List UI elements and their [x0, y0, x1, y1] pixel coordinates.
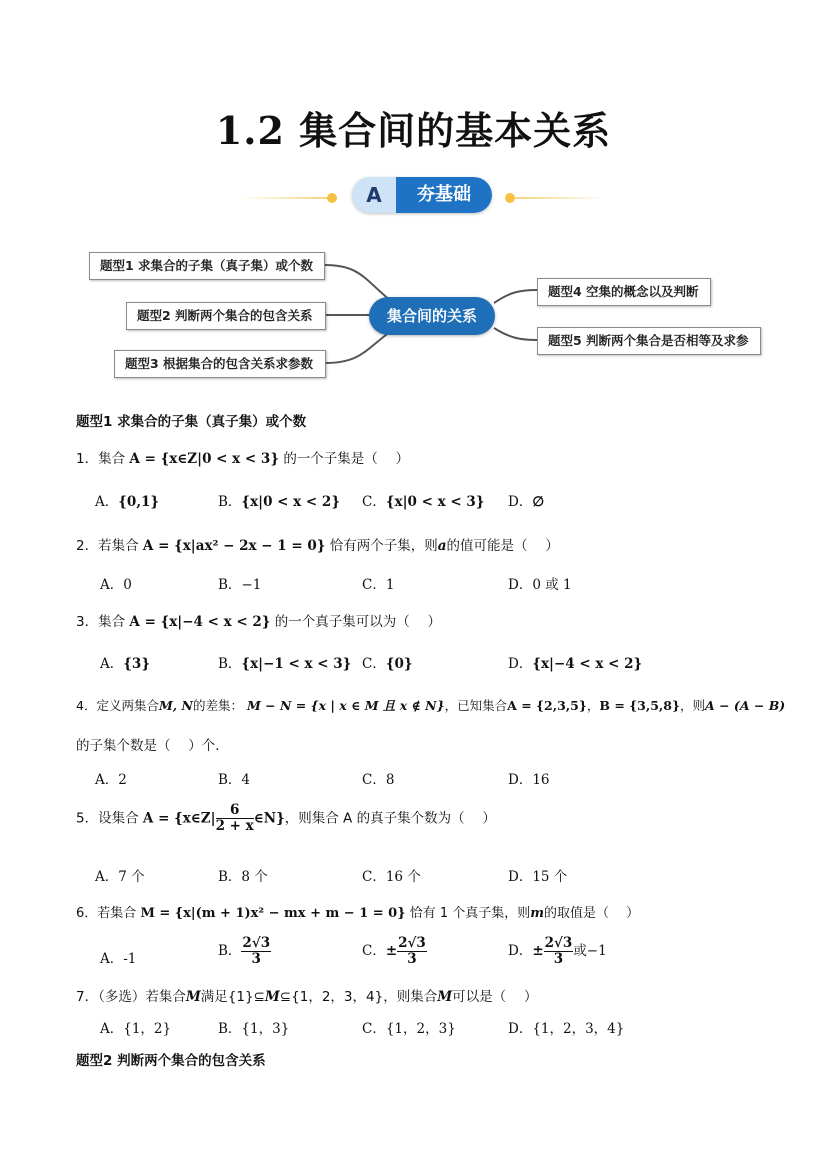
- q5-fraction: $\frac{6}{2 + x}$: [215, 802, 254, 834]
- q1-post: 的一个子集是（ ）: [283, 451, 410, 467]
- q7-option-c: C．{1，2，3}: [362, 1021, 456, 1037]
- mindmap-node-type1: 题型1 求集合的子集（真子集）或个数: [89, 252, 325, 280]
- q6-option-b: B． $\frac{2√3}{3}$: [218, 935, 271, 967]
- connector-4: [494, 290, 537, 303]
- q2-option-c: C．1: [362, 577, 395, 593]
- mindmap-node-type2: 题型2 判断两个集合的包含关系: [126, 302, 326, 330]
- section-heading-1: 题型1 求集合的子集（真子集）或个数: [76, 414, 307, 430]
- q7-option-a: A．{1，2}: [100, 1021, 172, 1037]
- q1-option-c: C．{x|0 < x < 3}: [362, 494, 485, 510]
- q4-option-d: D．16: [508, 772, 550, 788]
- q1-option-a: A．{0,1}: [95, 494, 160, 510]
- q1-pre: 集合: [98, 451, 126, 467]
- q6-option-a: A．-1: [100, 951, 137, 967]
- q5-option-a: A．7 个: [95, 869, 145, 885]
- q3-math: A = {x|−4 < x < 2}: [129, 614, 271, 630]
- q3-option-d: D．{x|−4 < x < 2}: [508, 656, 643, 672]
- q2-option-d: D．0 或 1: [508, 577, 572, 593]
- connector-5: [494, 328, 537, 340]
- q2-var: a: [437, 538, 447, 554]
- q6-option-c: C．± $\frac{2√3}{3}$: [362, 935, 426, 967]
- q7-option-d: D．{1，2，3，4}: [508, 1021, 625, 1037]
- q6-math: M = {x|(m + 1)x² − mx + m − 1 = 0}: [140, 906, 406, 921]
- q4-definition: M − N = {x | x ∈ M 且 x ∉ N}: [246, 698, 445, 713]
- question-6: 6．若集合 M = {x|(m + 1)x² − mx + m − 1 = 0} 恰有 1 个真子集，则m的取值是（ ）: [76, 906, 640, 921]
- q1-option-d: D．∅: [508, 494, 545, 510]
- connector-1: [325, 265, 390, 300]
- q1-number: 1．: [76, 451, 99, 467]
- badge-letter: A: [366, 183, 382, 207]
- q3-option-a: A．{3}: [100, 656, 151, 672]
- mindmap-node-type3: 题型3 根据集合的包含关系求参数: [114, 350, 326, 378]
- q5-option-b: B．8 个: [218, 869, 268, 885]
- q4-option-b: B．4: [218, 772, 251, 788]
- question-4-line2: 的子集个数是（ ）个．: [76, 738, 229, 754]
- mindmap-node-type4: 题型4 空集的概念以及判断: [537, 278, 711, 306]
- question-1: [76, 447, 409, 467]
- mindmap-node-type5: 题型5 判断两个集合是否相等及求参: [537, 327, 761, 355]
- q1-option-b: B．{x|0 < x < 2}: [218, 494, 341, 510]
- connector-3: [325, 332, 390, 363]
- question-3: 3．集合 A = {x|−4 < x < 2} 的一个真子集可以为（ ）: [76, 614, 442, 630]
- q4-option-c: C．8: [362, 772, 395, 788]
- q5-math-left: A = {x∈Z|: [142, 810, 216, 827]
- question-2: 2．若集合 A = {x|ax² − 2x − 1 = 0} 恰有两个子集，则a的值可能是（ ）: [76, 538, 559, 554]
- badge-text: 夯基础: [396, 177, 492, 213]
- q1-math: A = {x∈Z|0 < x < 3}: [129, 451, 280, 467]
- q2-option-b: B．−1: [218, 577, 262, 593]
- q4-option-a: A．2: [95, 772, 127, 788]
- q5-math-right: ∈N}: [253, 810, 285, 827]
- question-5: 5．设集合 A = {x∈Z| $\frac{6}{2 + x}$ ∈N}，则集合 A 的真子集个数为（ ）: [76, 802, 496, 834]
- q6-option-d: D．± $\frac{2√3}{3}$ 或−1: [508, 935, 607, 967]
- section-heading-2: 题型2 判断两个集合的包含关系: [76, 1053, 266, 1069]
- q2-math: A = {x|ax² − 2x − 1 = 0}: [142, 538, 326, 554]
- q2-option-a: A．0: [100, 577, 132, 593]
- q3-option-b: B．{x|−1 < x < 3}: [218, 656, 352, 672]
- mindmap-center: 集合间的关系: [369, 297, 495, 335]
- q5-option-d: D．15 个: [508, 869, 568, 885]
- q7-option-b: B．{1，3}: [218, 1021, 290, 1037]
- question-4: 4．定义两集合M, N的差集： M − N = {x | x ∈ M 且 x ∉ N}，已知集合A = {2,3,5}，B = {3,5,8}，则A − (A − B): [76, 698, 786, 713]
- question-7: 7．（多选）若集合M满足{1}⊆M⊆{1，2，3，4}，则集合M可以是（ ）: [76, 989, 538, 1005]
- q5-option-c: C．16 个: [362, 869, 421, 885]
- page-title: 1.2 集合间的基本关系: [215, 108, 612, 153]
- q3-option-c: C．{0}: [362, 656, 413, 672]
